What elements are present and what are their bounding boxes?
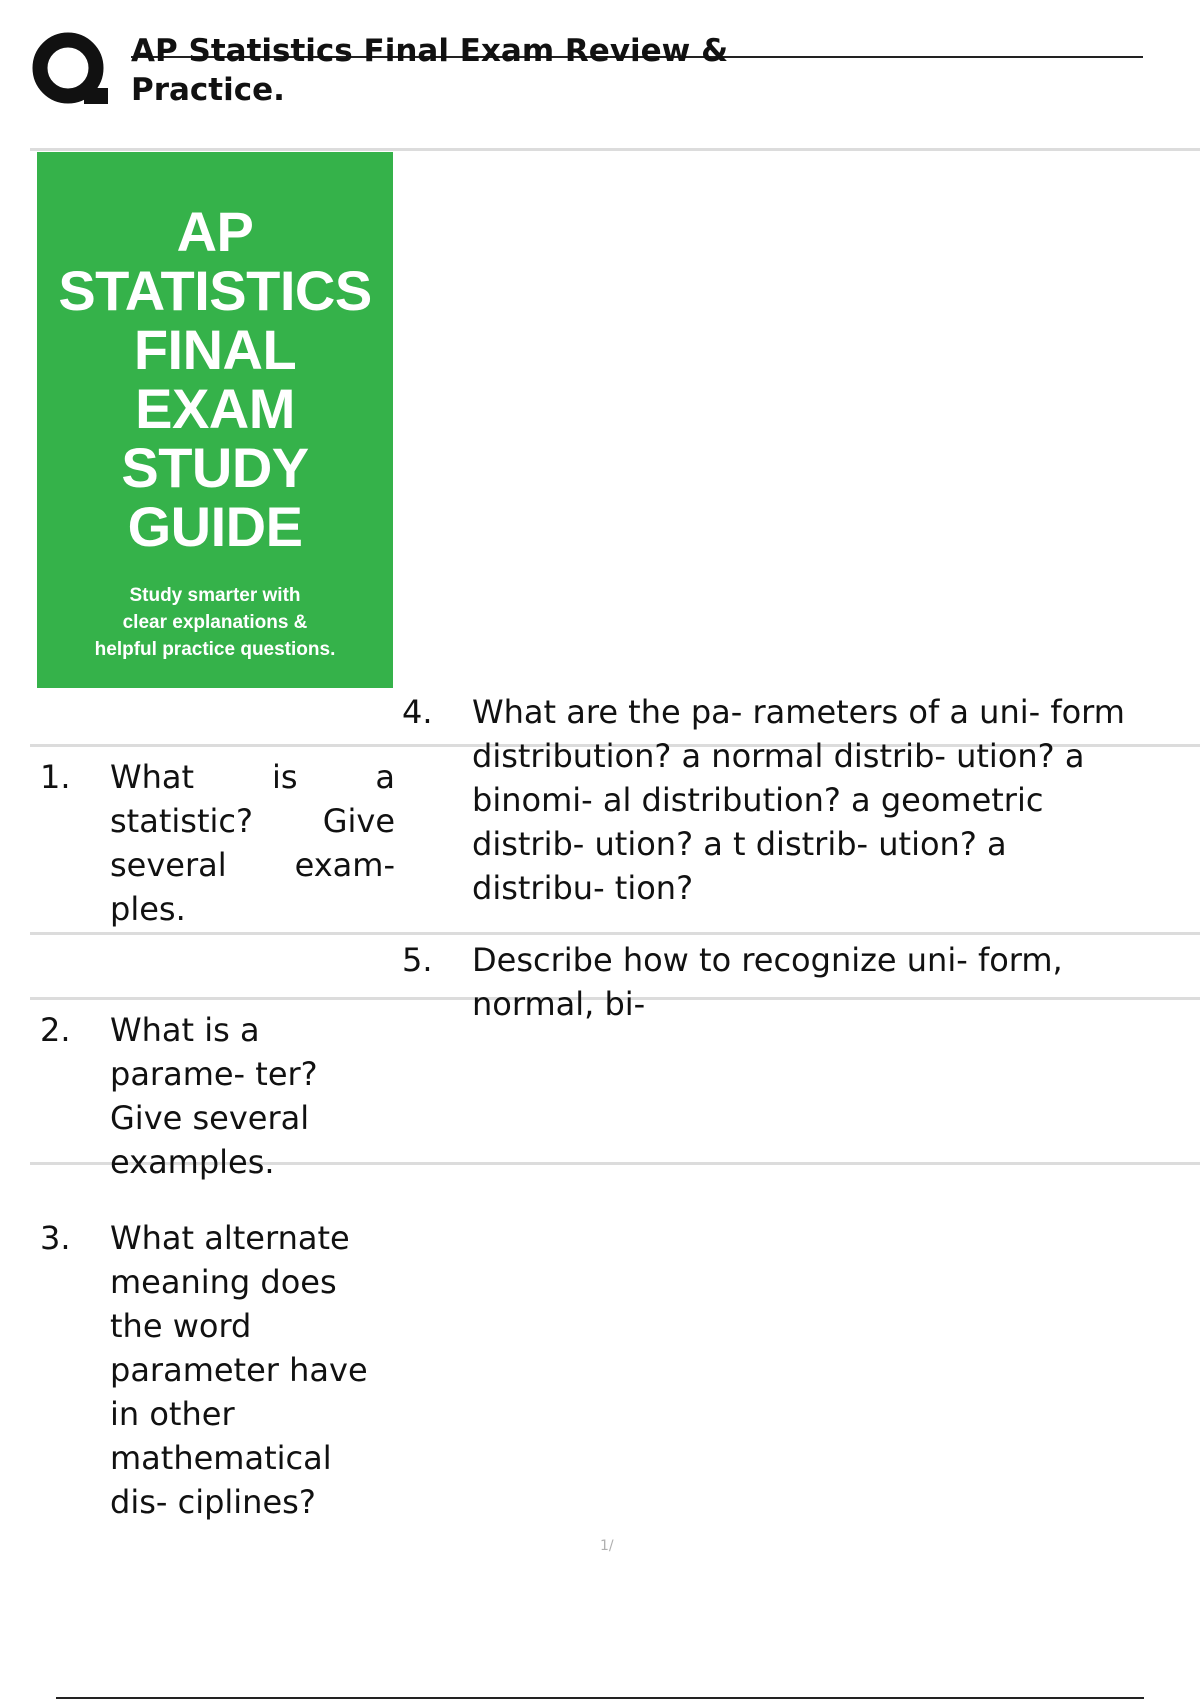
cover-title: AP STATISTICS FINAL EXAM STUDY GUIDE bbox=[58, 200, 372, 558]
cover-image bbox=[37, 152, 393, 688]
page-number: 1/ bbox=[600, 1538, 614, 1554]
question-number: 3. bbox=[40, 1219, 71, 1257]
list-item bbox=[402, 690, 1132, 910]
q-logo-icon bbox=[30, 30, 110, 110]
question-text: What alternate meaning does the word parameter have in other mathematical dis- ciplines? bbox=[110, 1219, 368, 1521]
list-item bbox=[402, 938, 1132, 1038]
list-item bbox=[40, 755, 395, 935]
question-number: 2. bbox=[40, 1011, 71, 1049]
question-text: What is a statistic? Give several exam- ples. bbox=[110, 758, 395, 928]
question-text: What are the pa- rameters of a uni- form distribution? a normal distrib- ution? a binomi- al distribution? a geometric distrib- ution? a t distrib- ution? a distribu- tion? bbox=[472, 693, 1125, 907]
list-item bbox=[40, 1008, 340, 1188]
question-number: 5. bbox=[402, 941, 433, 979]
divider bbox=[30, 148, 1200, 151]
question-number: 1. bbox=[40, 758, 71, 796]
bottom-divider bbox=[56, 1697, 1144, 1699]
question-number: 4. bbox=[402, 693, 433, 731]
list-item bbox=[40, 1216, 380, 1536]
question-text: Describe how to recognize uni- form, normal, bi- bbox=[472, 941, 1063, 1023]
question-text: What is a parame- ter? Give several examples. bbox=[110, 1011, 318, 1181]
cover-subtitle: Study smarter with clear explanations & helpful practice questions. bbox=[94, 585, 336, 660]
page-title: AP Statistics Final Exam Review & Practice. bbox=[131, 33, 729, 108]
